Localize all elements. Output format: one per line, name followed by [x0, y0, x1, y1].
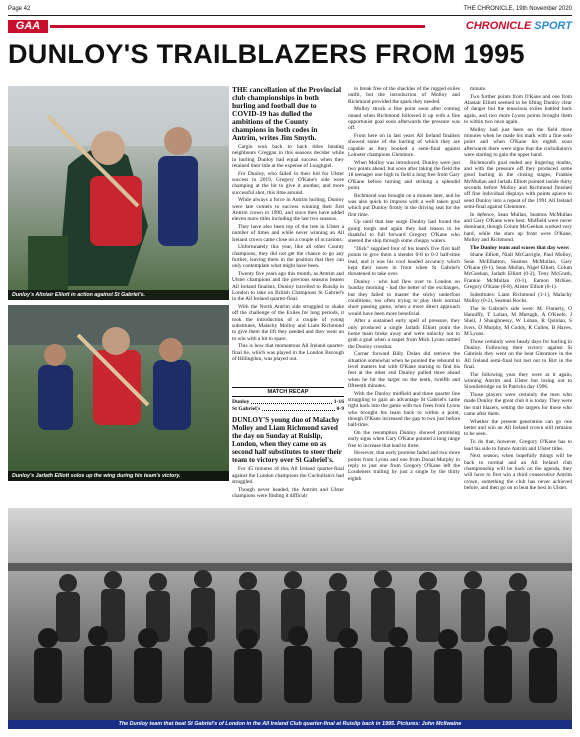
paragraph: On the resumption Dunloy showed promising early signs when Gary O'Kane pointed a long range free to increase that lead to three.: [348, 429, 460, 449]
match-recap: [232, 384, 344, 504]
lineup-dunloy: Shane Elliott, Niall McGarrigle, Paul Molloy, Sean McElhatton, Seamus McMullan, Gary O'Kane (0-1), Sean Mullan, Nigel Elliott, Colum McGeehan, Jarlath Elliott (0-2), Tony McGrath, Frankie McMullan (0-1), Eamon McKee, Gregory O'Kane (0-8), Alister Elliott (0-1).: [464, 252, 572, 290]
paragraph: Molloy had just been on the field three minutes when he made his mark with a fine solo point and when O'Kane his eighth soon afterwards there were signs that the cuchullainn's were starting to gain the upper hand.: [464, 126, 572, 158]
paragraph: Two further points from O'Kane and one from Alastair Elliott seemed to be lifting Dunloy clear of danger but the tenacious exiles battled back again, and two more Lyons points brought them to within two once again.: [464, 93, 572, 125]
paragraph: For 45 minutes of this All Ireland quarter-final against the London champions the Cuchullain's had struggled.: [232, 466, 344, 485]
paragraph: Whether the present generation can go one better and win an All Ireland crown still remains to be seen.: [464, 418, 572, 438]
paragraph: Unfortunately this year, like all other County champions, they did not get the chance to go any further, leaving them in the position that they can only contemplate what might have been.: [232, 244, 344, 270]
article-column-4: [464, 86, 572, 504]
article-lead: THE cancellation of the Provincial club championships in both hurling and football due to COVID-19 has dulled the ambitions of the County champions in both codes in Antrim, writes Jim Smyth.: [232, 86, 342, 142]
paragraph: When Molloy was introduced, Dunloy were just two points ahead, but soon after taking the field the 18 teenager one high to field a long free from Gary O'Kane before turning and striking a splendid point.: [348, 159, 460, 191]
score-row: [232, 399, 344, 406]
section-badge: GAA: [8, 20, 48, 33]
page-number: Page 42: [8, 6, 31, 12]
photo-team-1995: [8, 508, 572, 729]
team-score: 0-9: [336, 406, 344, 413]
paragraph: Cargin won back to back titles beating neighbours Creggan in this seasons decider while in hurling Dunloy had equal success when they retained their title at the expense of Loughgiel.: [232, 144, 344, 169]
paragraph: With the Dunloy midfield and three quarter line struggling to gain an advantage St Gabriel's came right back into the game with two frees from Lyons who brought his team back to within a point, though O'Kane increased the gap to two just before half-time.: [348, 390, 460, 429]
photo-caption: Dunloy's Jarlath Elliott solos up the wing during his team's victory.: [8, 471, 229, 481]
paragraph: Dunloy - who had flew over to London on Sunday morning - had the better of the exchanges, but they failed to master the sticky underfoot conditions, too often trying to play their normal short passing game, when a more direct approach would have been more beneficial.: [348, 279, 460, 317]
paragraph: Next season, when hopefully things will be back to normal and an All Ireland club championship will be back on the agenda, they will have to first win a third consecutive Antrim crown, something the club has never achieved before, and then go on to beat the best in Ulster.: [464, 453, 572, 491]
paragraph: To do that, however, Gregory O'Kane has to lead his side to future Antrim and Ulster titles.: [464, 439, 572, 452]
paragraph: However, that early promise faded and two more points from Lyons and one from Donal Murphy in reply to just one from Gregory O'Kane left the Loudeners trailing by just a single by the thirty eighth: [348, 450, 460, 482]
paragraph: For Dunloy, who failed in their bid for Ulster success in 2019, Gregory O'Kane's side were champing at the bit to give it another, and more successful shot, this time around.: [232, 170, 344, 196]
lineup-heading: The Dunloy team and scores that day were:: [470, 244, 570, 251]
team-name: St Gabriel's: [232, 406, 261, 413]
masthead-sport: SPORT: [534, 20, 572, 32]
paragraph: Those certainly were heady days for hurling in Dunloy. Following their victory against St Gabriels they went on the beat Glenmore in the All Ireland semi-final but lost out to Birr in the final.: [464, 338, 572, 370]
page-header: [8, 4, 572, 14]
paragraph: After a sustained early spell of pressure, they only produced a single Jarlath Elliott point the home team broke away and were unlucky not to grab a goal when a rasper from Mick Lyons rattled the Dunloy crossbar.: [348, 318, 460, 350]
section-stripe: [50, 25, 425, 28]
photo-jarlath-elliott: [8, 305, 229, 481]
score-row: [232, 406, 344, 413]
paragraph: Richmond was brought on a minute later, and he was also quick to impress with a well taken goal which put Dunloy firmly in the driving seat for the first time.: [348, 192, 460, 218]
paragraph: This is how that momentous All Ireland quarter-final tie, which was played in the London Borough of Hillingdon, was played out.: [232, 343, 344, 362]
paragraph: "Dick" supplied four of his team's five first half points to give them a slender 0-8 to 0-3 half-time lead, and it was his cool headed accuracy which kept their noses in front when St Gabriel's threatened to take over.: [348, 246, 460, 278]
lineup-st-gabriels: The St Gabriel's side were: M. Finnerty, O Hanniffy, T Lohan, M Murtagh, A O'Keefe, J Sheil, J Shaughnessy, W Lohan, R Quinlan, S Ivers, D Murphy, M Coddy, R Cullen, B Hayes, M Lyons.: [464, 305, 572, 337]
paragraph: Up until that late surge Dunloy had found the going tough and again they had reason to be thankful to full forward Gregory O'Kane who steered the ship through some choppy waters.: [348, 219, 460, 245]
report-lead: DUNLOY'S young duo of Malachy Molloy and Liam Richmond saved the day on Sunday at Ruislip, London, when they came on as second half substitutes to steer their team to victory over St Gabriel's.: [232, 416, 342, 465]
masthead: [466, 20, 572, 33]
paragraph: In defence, Sean Mullan, Seamus McMullan and Gary O'Kane were best. Midfield were never dominant, though Colum McGeehan worked very hard, while the stars up front were O'Kane, Molloy and Richmond.: [464, 211, 572, 243]
paragraph: From here on in last years All Ireland finalists showed some of the hurling of which they are capable as they booked a semi-final against Leinster champions Glenmore.: [348, 133, 460, 158]
paragraph: Though never headed, the Antrim and Ulster champions were finding it difficult: [232, 486, 344, 499]
article-column-3: [348, 86, 460, 504]
photo-image: [8, 86, 229, 300]
paragraph: Corner forward Billy Dolan did retrieve the situation somewhat when he pointed the rebound to level matters but with O'Kane starting to find his feet at the other end Dunloy pulled three ahead when he hit the target on the tenth, twelfth and fifteenth minutes.: [348, 351, 460, 389]
paragraph: With the North Antrim side struggled to shake off the challenge of the Exiles for long periods, it took the introduction of a couple of young substitutes, Malachy Molloy and Liam Richmond to give them the lift they needed and they went on to win with a bit to spare.: [232, 304, 344, 342]
photo-alistair-elliott: [8, 86, 229, 300]
paragraph: Molloy struck a fine point soon after coming onand when Richmond followed it up with a fine opportunist goal soon afterwards the pressure was off.: [348, 106, 460, 132]
paper-date: THE CHRONICLE, 19th November 2020: [463, 6, 572, 12]
article-column-1: [232, 86, 344, 382]
paragraph: They have also been top of the tree in Ulster a number of times and while never winning an All Ireland crown came close on a couple of occasions.: [232, 224, 344, 243]
team-photo-caption: The Dunloy team that beat St Gabriel's of London in the All Ireland Club quarter-final at Ruislip back in 1995. Pictures: John McIlwaine: [8, 720, 572, 729]
masthead-chronicle: CHRONICLE: [465, 20, 532, 32]
paragraph: Those players were certainly the men who made Dunloy the great club it is today. They were the trail blazers, setting the targets for those who came after them.: [464, 392, 572, 418]
photo-caption: Dunloy's Alistair Elliott in action against St Gabriel's.: [8, 290, 229, 300]
paragraph: Twenty five years ago this month, as Antrim and Ulster champions and the previous seasons beaten All Ireland finalists, Dunloy travelled to Ruislip in London to take on British Champions St Gabriel's in the All Ireland quarter-final.: [232, 271, 344, 303]
match-recap-title: MATCH RECAP: [232, 387, 344, 397]
headline: DUNLOY'S TRAILBLAZERS FROM 1995: [8, 39, 525, 69]
paragraph: Richmond's goal ended any lingering doubts, and with the pressure off they produced some good hurling in the closing stages, Frankie McMullan and Jarlath Elliott pointed inside thirty seconds before Molloy and Richmond finished off fine individual displays with points apiece to send Dunloy into a repeat of the 1991 All Ireland semi-final against Glenmore.: [464, 159, 572, 210]
paragraph: minute.: [470, 86, 487, 92]
team-name: Dunloy: [232, 399, 250, 406]
header-rule: [8, 15, 572, 16]
paragraph: While always a force in Antrim hurling, Dunloy were late comers to success winning their first Antrim crown in 1990, and since then have added eleven more titles including the last two seasons.: [232, 197, 344, 223]
team-photo-image: [8, 508, 572, 729]
photo-image: [8, 305, 229, 481]
lineup-subs: Substitutes: Liam Richmond (1-1), Malachy Molloy (0-2), Seamus Rocks.: [464, 291, 572, 304]
paragraph: to break free of the shackles of the rugged exiles outfit, but the introduction of Molloy and Richmond provided the spark they needed.: [348, 86, 460, 105]
team-score: 1-16: [333, 399, 344, 406]
paragraph: The following year they were at it again, winning Antrim and Ulster but losing out to Sixmilebridge on St Patricks day 1996.: [464, 371, 572, 391]
